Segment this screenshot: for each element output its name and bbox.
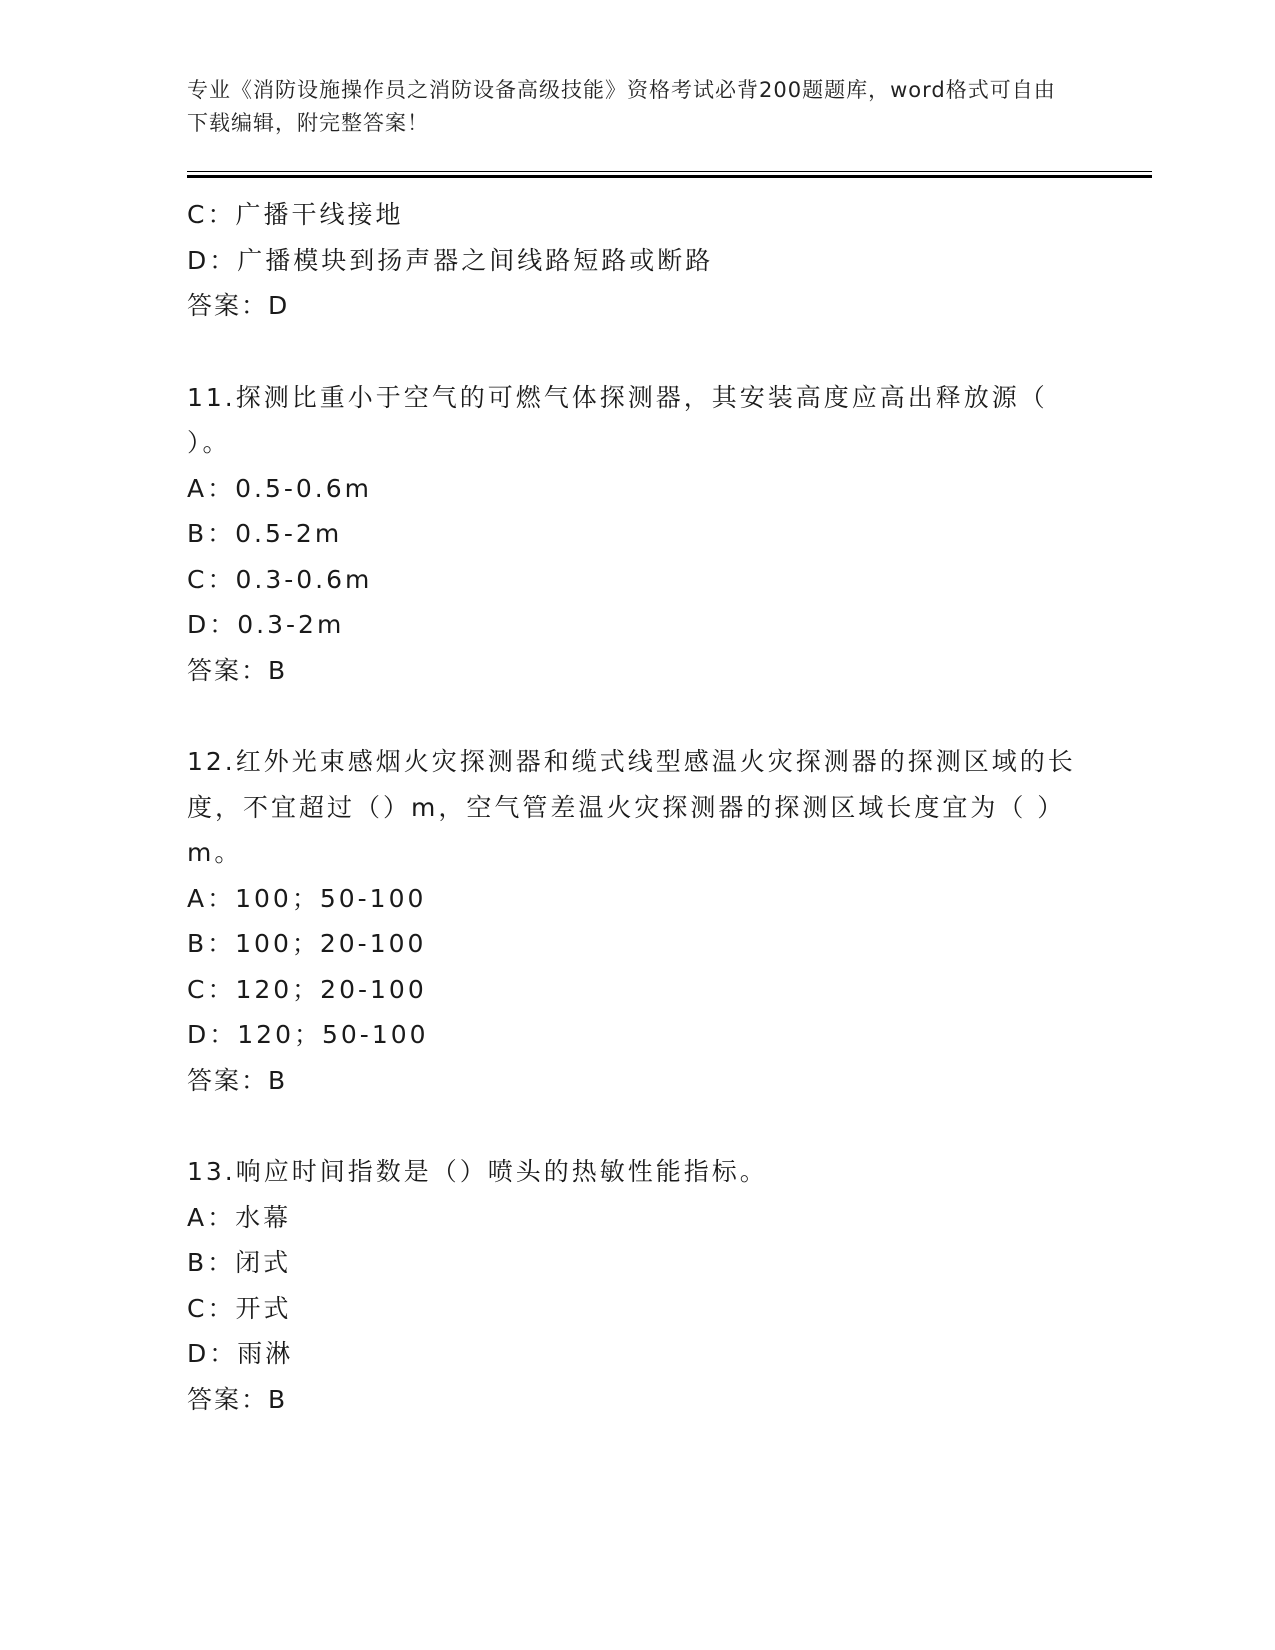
option-text: 0.3-2m: [237, 610, 345, 639]
option-letter: A：: [187, 473, 236, 503]
question-number: 13.: [187, 1157, 236, 1186]
answer-label: 答案：: [187, 655, 269, 685]
option-row: [187, 1012, 1087, 1058]
option-text: 水幕: [235, 1202, 292, 1232]
option-letter: D：: [187, 245, 238, 275]
option-text: 广播模块到扬声器之间线路短路或断路: [237, 245, 714, 275]
answer-row: [187, 1377, 1087, 1423]
option-text: 100；20-100: [235, 929, 427, 958]
option-letter: C：: [187, 974, 236, 1004]
previous-question-tail: [187, 192, 1087, 329]
option-row: [187, 511, 1087, 557]
option-row: [187, 876, 1087, 922]
option-text: 闭式: [235, 1248, 292, 1277]
question-body: 响应时间指数是（）喷头的热敏性能指标。: [235, 1157, 768, 1186]
question-content: [187, 192, 1087, 1422]
option-text: 0.3-0.6m: [235, 564, 373, 594]
option-text: 0.5-0.6m: [235, 473, 372, 503]
option-letter: D：: [187, 610, 238, 639]
option-row: [187, 1286, 1087, 1332]
option-letter: C：: [187, 1293, 236, 1323]
answer-label: 答案：: [187, 291, 269, 320]
answer-value: B: [268, 1384, 288, 1414]
question-11: [187, 375, 1087, 694]
option-letter: B：: [187, 1248, 236, 1277]
option-text: 广播干线接地: [235, 200, 404, 229]
question-body: 探测比重小于空气的可燃气体探测器，其安装高度应高出释放源（ ）。: [187, 382, 1048, 457]
question-body: 红外光束感烟火灾探测器和缆式线型感温火灾探测器的探测区域的长度，不宜超过（）m，空气管差温火灾探测器的探测区域长度宜为（ ）m。: [187, 747, 1076, 867]
option-text: 0.5-2m: [235, 519, 343, 548]
answer-value: B: [268, 655, 288, 685]
question-13: [187, 1149, 1087, 1422]
option-letter: D：: [187, 1020, 238, 1049]
question-number: 12.: [187, 747, 236, 776]
header-divider-thin: [187, 171, 1152, 172]
option-text: 120；20-100: [235, 974, 427, 1004]
answer-value: B: [268, 1065, 288, 1095]
option-row: [187, 967, 1087, 1013]
document-header: 专业《消防设施操作员之消防设备高级技能》资格考试必背200题题库，word格式可自由下载编辑，附完整答案！: [187, 78, 1056, 135]
question-number: 11.: [187, 382, 236, 412]
option-row: [187, 1195, 1087, 1241]
option-row: [187, 192, 1087, 238]
answer-row: [187, 283, 1087, 329]
option-text: 雨淋: [237, 1339, 294, 1368]
option-row: [187, 1331, 1087, 1377]
option-text: 120；50-100: [237, 1020, 429, 1049]
answer-value: D: [268, 291, 290, 320]
option-row: [187, 466, 1087, 512]
option-text: 开式: [235, 1293, 292, 1323]
question-12: [187, 739, 1087, 1103]
answer-row: [187, 648, 1087, 694]
option-text: 100；50-100: [235, 883, 427, 913]
option-letter: B：: [187, 519, 236, 548]
option-row: [187, 238, 1087, 284]
answer-row: [187, 1058, 1087, 1104]
answer-label: 答案：: [187, 1384, 269, 1414]
option-letter: B：: [187, 929, 236, 958]
option-row: [187, 921, 1087, 967]
option-letter: D：: [187, 1339, 238, 1368]
question-text: [187, 1149, 1087, 1195]
option-row: [187, 1240, 1087, 1286]
option-row: [187, 602, 1087, 648]
answer-label: 答案：: [187, 1065, 269, 1095]
header-divider-thick: [187, 175, 1152, 178]
question-text: [187, 739, 1087, 876]
option-letter: C：: [187, 200, 236, 229]
option-letter: C：: [187, 564, 236, 594]
question-text: [187, 375, 1087, 466]
option-letter: A：: [187, 883, 236, 913]
option-letter: A：: [187, 1202, 236, 1232]
option-row: [187, 557, 1087, 603]
